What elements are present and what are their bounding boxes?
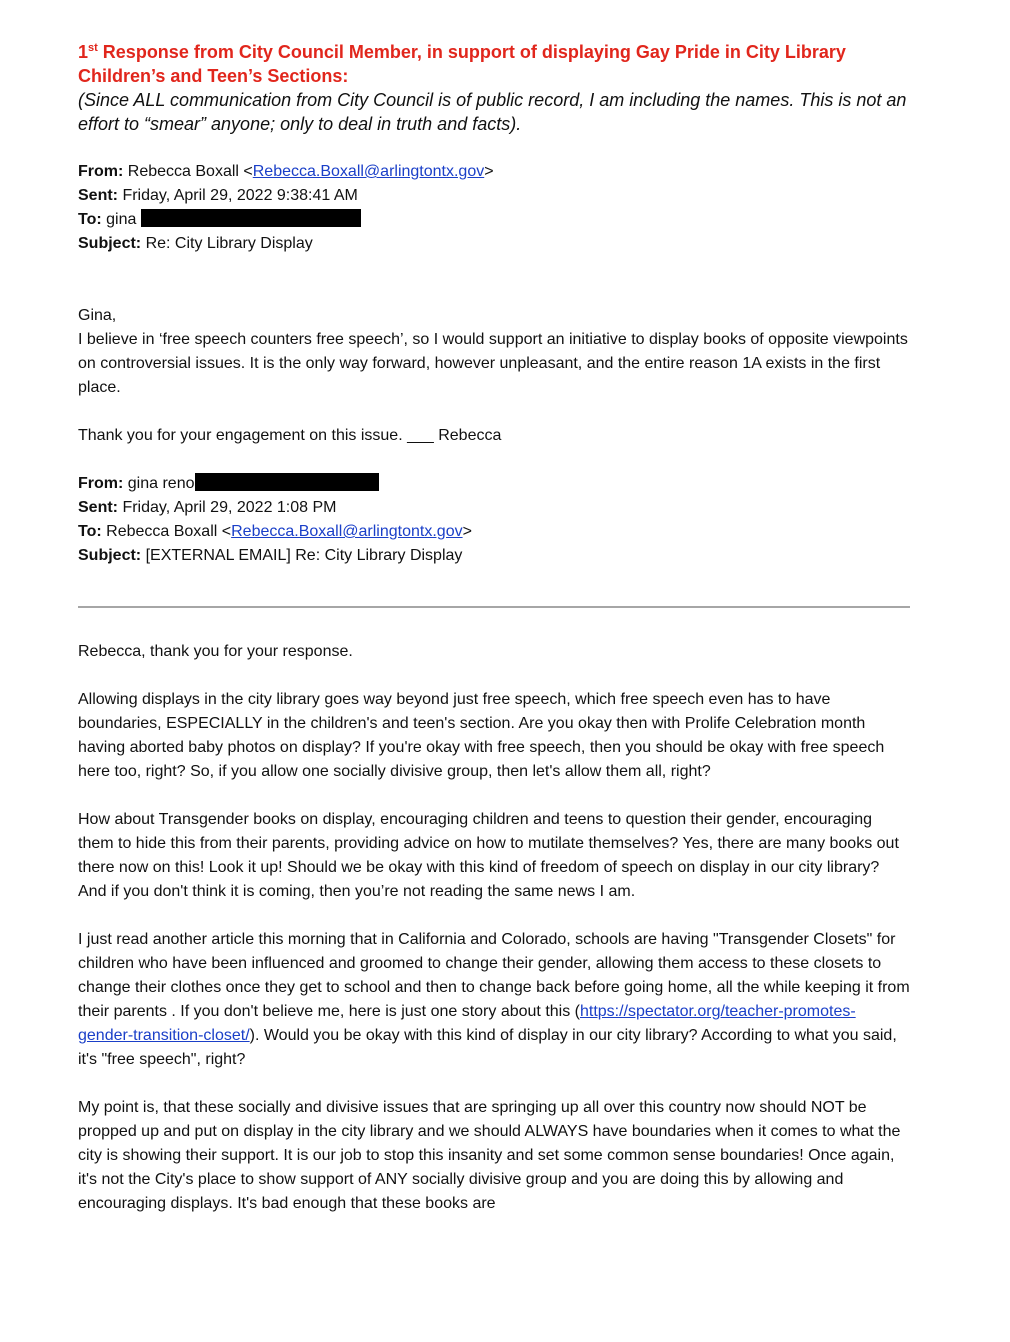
reply-paragraph-2: How about Transgender books on display, encouraging children and teens to question their gender, encouraging them to hide this from their parents, providing advice on how to mutilate themselves? Yes, there are many books out there now on this! Look it up! Should we be okay with this kind of freedom of speech on display in our city library? And if you don't think it is coming, then you’re not reading the same news I am. [78, 811, 899, 900]
heading-text: Response from City Council Member, in support of displaying Gay Pride in City Library Children’s and Teen’s Sections: [78, 42, 846, 86]
email1-to-label: To: [78, 211, 102, 228]
email1-from-name: Rebecca Boxall < [127, 163, 253, 180]
email2-to-email-link[interactable]: Rebecca.Boxall@arlingtontx.gov [231, 523, 463, 540]
email2-to-label: To: [78, 523, 102, 540]
email1-to-value: gina [106, 211, 137, 228]
email1-from-close: > [484, 163, 494, 180]
email1-from-row [78, 160, 910, 184]
email1-from-label: From: [78, 163, 124, 180]
email1-paragraph-1: I believe in ‘free speech counters free speech’, so I would support an initiative to display books of opposite viewpoints on controversial issues. It is the only way forward, however unpleasant, and the entire reason 1A exists in the first place. [78, 331, 908, 396]
email2-subject-label: Subject: [78, 547, 142, 564]
public-record-note: (Since ALL communication from City Council is of public record, I am including the names. This is not an effort to “smear” anyone; only to deal in truth and facts). [78, 90, 907, 134]
spectator-article-link[interactable]: https://spectator.org/teacher-promotes-gender-transition-closet/ [78, 1003, 856, 1044]
reply-paragraph-3-text-after: ). Would you be okay with this kind of display in our city library? According to what you said, it's "free speech", right? [78, 1027, 897, 1068]
email2-to-close: > [462, 523, 472, 540]
email2-sent-value: Friday, April 29, 2022 1:08 PM [122, 499, 337, 516]
reply-paragraph-3 [78, 928, 910, 1072]
email2-from-name: gina reno [127, 475, 195, 492]
reply-paragraph-3-text-before: I just read another article this morning that in California and Colorado, schools are having "Transgender Closets" for children who have been influenced and groomed to change their gender, allowing them access to these closets to change their clothes once they get to school and then to change back before going home, all the while keeping it from their parents . If you don't believe me, here is just one story about this ( [78, 931, 910, 1020]
email2-subject-row [78, 544, 910, 568]
email1-greeting: Gina, [78, 307, 117, 324]
document-heading [78, 40, 910, 88]
email1-to-redaction [141, 209, 361, 227]
reply-paragraph-4: My point is, that these socially and divisive issues that are springing up all over this country now should NOT be propped up and put on display in the city library and we should ALWAYS have boundaries when it comes to what the city is showing their support. It is our job to stop this insanity and set some common sense boundaries! Once again, it's not the City's place to show support of ANY socially divisive group and you are doing this by allowing and encouraging displays. It's bad enough that these books are [78, 1099, 901, 1212]
email1-header [78, 160, 910, 256]
email1-to-row [78, 208, 910, 232]
email2-to-row [78, 520, 910, 544]
email1-subject-row [78, 232, 910, 256]
email2-from-row [78, 472, 910, 496]
document-page [78, 40, 910, 1216]
email1-sent-row [78, 184, 910, 208]
email2-from-label: From: [78, 475, 124, 492]
email2-subject-value: [EXTERNAL EMAIL] Re: City Library Display [145, 547, 463, 564]
email2-sent-row [78, 496, 910, 520]
reply-greeting: Rebecca, thank you for your response. [78, 643, 353, 660]
email1-sent-value: Friday, April 29, 2022 9:38:41 AM [122, 187, 358, 204]
reply-paragraph-1: Allowing displays in the city library goes way beyond just free speech, which free speech even has to have boundaries, ESPECIALLY in the children's and teen's section. Are you okay then with Prolife Celebration month having aborted baby photos on display? If you're okay with free speech, then you should be okay with free speech here too, right? So, if you allow one socially divisive group, then let's allow them all, right? [78, 691, 885, 780]
email2-from-redaction [195, 473, 379, 491]
email2-header [78, 472, 910, 568]
email1-subject-value: Re: City Library Display [145, 235, 313, 252]
heading-ordinal-suffix: st [88, 42, 98, 54]
email2-to-name: Rebecca Boxall < [106, 523, 232, 540]
email2-sent-label: Sent: [78, 499, 118, 516]
email1-sent-label: Sent: [78, 187, 118, 204]
email1-paragraph-2: Thank you for your engagement on this issue. ___ Rebecca [78, 427, 502, 444]
heading-ordinal: 1 [78, 42, 89, 62]
email1-from-email-link[interactable]: Rebecca.Boxall@arlingtontx.gov [252, 163, 485, 180]
email1-subject-label: Subject: [78, 235, 142, 252]
